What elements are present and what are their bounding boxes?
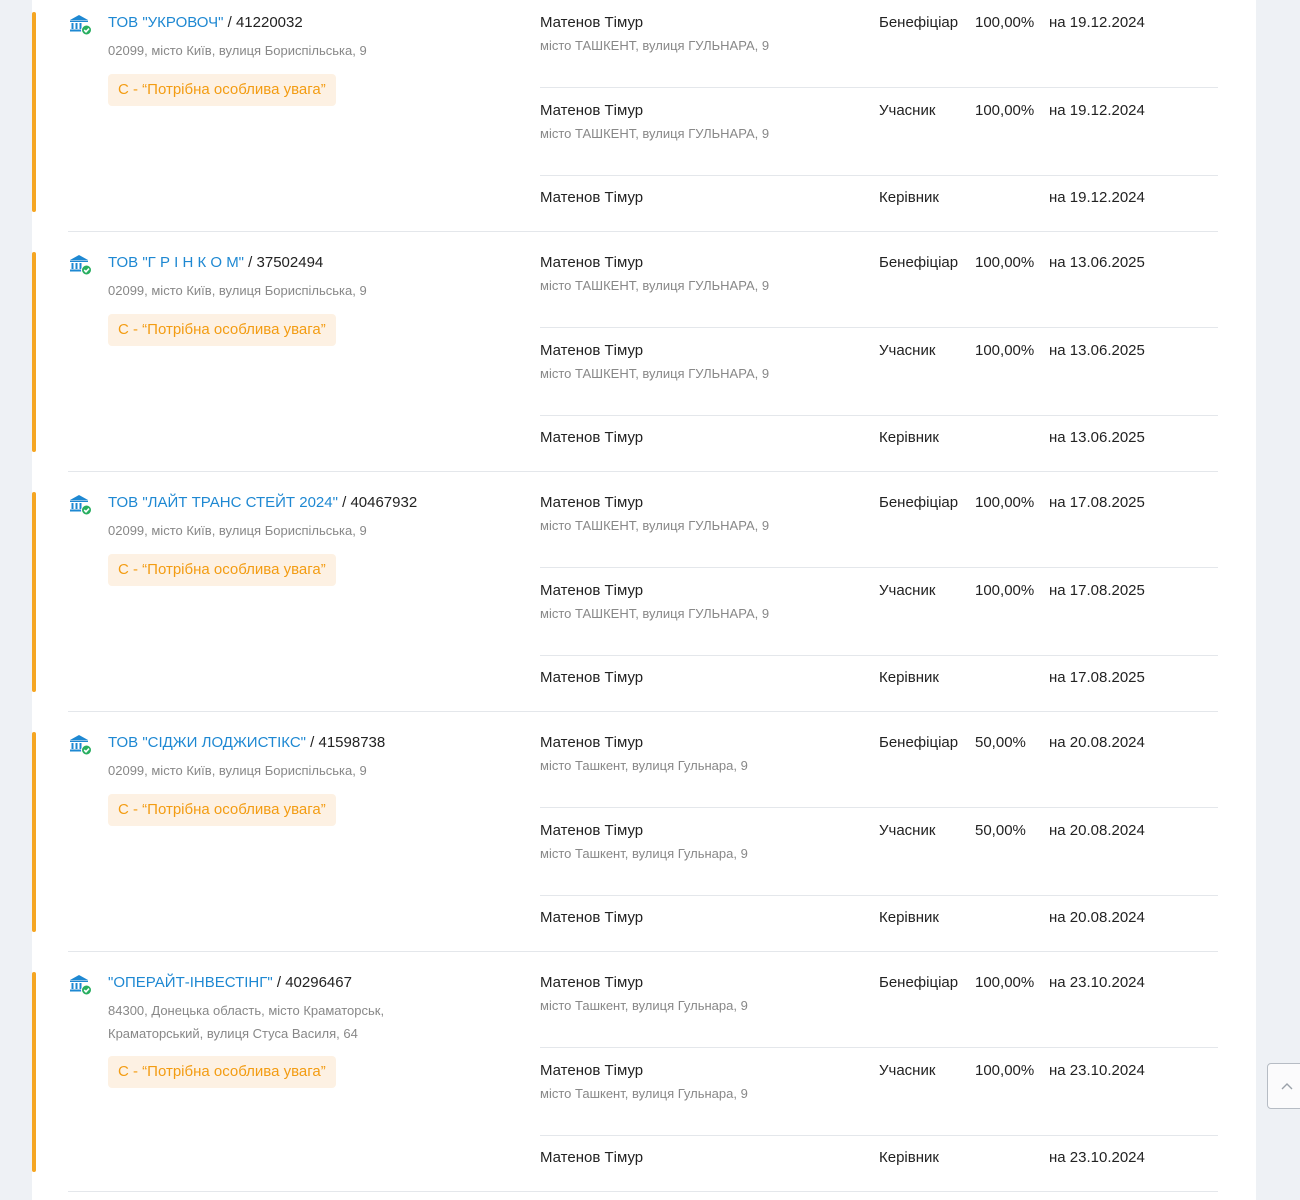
date-value: на 17.08.2025: [1049, 669, 1145, 686]
company-code: 41598738: [318, 734, 386, 751]
role-row: [540, 568, 1220, 656]
person-address: місто Ташкент, вулиця Гульнара, 9: [540, 846, 748, 861]
person-name: Матенов Тімур: [540, 102, 644, 119]
share-value: 100,00%: [975, 974, 1035, 991]
role-row: [540, 175, 1220, 231]
date-value: на 23.10.2024: [1049, 1149, 1145, 1166]
role-row: [540, 328, 1220, 416]
date-value: на 20.08.2024: [1049, 909, 1145, 926]
share-value: 100,00%: [975, 1062, 1035, 1079]
title-separator: /: [223, 14, 236, 31]
person-name: Матенов Тімур: [540, 734, 644, 751]
date-value: на 20.08.2024: [1049, 734, 1145, 751]
date-value: на 17.08.2025: [1049, 582, 1145, 599]
company-address: 02099, місто Київ, вулиця Бориспільська, 9: [108, 283, 367, 298]
role-label: Бенефіціар: [879, 734, 959, 751]
role-row: [540, 0, 1220, 88]
person-address: місто Ташкент, вулиця Гульнара, 9: [540, 1086, 748, 1101]
title-separator: /: [337, 494, 351, 511]
company-title: [108, 254, 323, 272]
company-code: 37502494: [256, 254, 324, 271]
role-label: Керівник: [879, 1149, 939, 1166]
date-value: на 19.12.2024: [1049, 189, 1145, 206]
company-title: [108, 734, 385, 752]
company-divider: [68, 951, 1218, 952]
risk-badge: С - “Потрібна особлива увага”: [108, 794, 336, 826]
share-value: 100,00%: [975, 342, 1035, 359]
scroll-to-top-button[interactable]: [1267, 1063, 1300, 1109]
person-address: місто ТАШКЕНТ, вулиця ГУЛЬНАРА, 9: [540, 278, 770, 293]
share-value: 100,00%: [975, 582, 1035, 599]
company-card: [32, 720, 1256, 960]
role-row: [540, 415, 1220, 471]
role-label: Учасник: [879, 342, 936, 359]
company-divider: [68, 1191, 1218, 1192]
role-label: Учасник: [879, 1062, 936, 1079]
company-card: [32, 480, 1256, 720]
role-label: Бенефіціар: [879, 254, 959, 271]
person-address: місто ТАШКЕНТ, вулиця ГУЛЬНАРА, 9: [540, 606, 770, 621]
role-row: [540, 1048, 1220, 1136]
bank-verified-icon: [68, 732, 92, 756]
role-label: Бенефіціар: [879, 974, 959, 991]
risk-accent-bar: [32, 12, 36, 212]
role-label: Учасник: [879, 102, 936, 119]
company-address: 02099, місто Київ, вулиця Бориспільська, 9: [108, 523, 367, 538]
date-value: на 19.12.2024: [1049, 102, 1145, 119]
company-card: [32, 240, 1256, 480]
person-name: Матенов Тімур: [540, 822, 644, 839]
company-divider: [68, 231, 1218, 232]
date-value: на 17.08.2025: [1049, 494, 1145, 511]
role-label: Керівник: [879, 909, 939, 926]
date-value: на 13.06.2025: [1049, 342, 1145, 359]
date-value: на 19.12.2024: [1049, 14, 1145, 31]
role-row: [540, 1135, 1220, 1191]
bank-verified-icon: [68, 12, 92, 36]
person-address: місто ТАШКЕНТ, вулиця ГУЛЬНАРА, 9: [540, 38, 770, 53]
person-name: Матенов Тімур: [540, 974, 644, 991]
person-name: Матенов Тімур: [540, 1149, 644, 1166]
company-name-link[interactable]: ТОВ "ЛАЙТ ТРАНС СТЕЙТ 2024": [108, 494, 338, 511]
risk-accent-bar: [32, 252, 36, 452]
bank-verified-icon: [68, 972, 92, 996]
role-row: [540, 88, 1220, 176]
person-name: Матенов Тімур: [540, 254, 644, 271]
role-row: [540, 808, 1220, 896]
share-value: 100,00%: [975, 494, 1035, 511]
company-code: 40467932: [350, 494, 418, 511]
person-address: місто ТАШКЕНТ, вулиця ГУЛЬНАРА, 9: [540, 126, 770, 141]
company-name-link[interactable]: ТОВ "УКРОВОЧ": [108, 14, 224, 31]
risk-accent-bar: [32, 972, 36, 1172]
role-label: Керівник: [879, 429, 939, 446]
company-title: [108, 494, 417, 512]
role-row: [540, 720, 1220, 808]
company-name-link[interactable]: ТОВ "СІДЖИ ЛОДЖИСТІКС": [108, 734, 306, 751]
date-value: на 23.10.2024: [1049, 1062, 1145, 1079]
person-name: Матенов Тімур: [540, 582, 644, 599]
person-name: Матенов Тімур: [540, 669, 644, 686]
title-separator: /: [244, 254, 257, 271]
company-card: [32, 0, 1256, 240]
company-divider: [68, 471, 1218, 472]
person-name: Матенов Тімур: [540, 189, 644, 206]
company-name-link[interactable]: ТОВ "Г Р І Н К О М": [108, 254, 245, 271]
person-name: Матенов Тімур: [540, 429, 644, 446]
role-row: [540, 960, 1220, 1048]
company-address: 84300, Донецька область, місто Краматорськ, Краматорський, вулиця Стуса Василя, 64: [108, 1003, 385, 1041]
person-name: Матенов Тімур: [540, 1062, 644, 1079]
role-label: Бенефіціар: [879, 494, 959, 511]
company-address: 02099, місто Київ, вулиця Бориспільська, 9: [108, 763, 367, 778]
company-code: 40296467: [285, 974, 352, 991]
company-title: [108, 974, 352, 992]
person-name: Матенов Тімур: [540, 14, 644, 31]
role-row: [540, 655, 1220, 711]
risk-badge: С - “Потрібна особлива увага”: [108, 314, 336, 346]
date-value: на 13.06.2025: [1049, 429, 1145, 446]
date-value: на 13.06.2025: [1049, 254, 1145, 271]
title-separator: /: [305, 734, 319, 751]
role-row: [540, 895, 1220, 951]
title-separator: /: [272, 974, 286, 991]
role-label: Учасник: [879, 822, 936, 839]
person-address: місто ТАШКЕНТ, вулиця ГУЛЬНАРА, 9: [540, 366, 770, 381]
date-value: на 20.08.2024: [1049, 822, 1145, 839]
role-label: Керівник: [879, 189, 939, 206]
company-name-link[interactable]: "ОПЕРАЙТ-ІНВЕСТІНГ": [108, 974, 273, 991]
date-value: на 23.10.2024: [1049, 974, 1145, 991]
person-name: Матенов Тімур: [540, 909, 644, 926]
role-row: [540, 240, 1220, 328]
risk-badge: С - “Потрібна особлива увага”: [108, 1056, 336, 1088]
company-code: 41220032: [235, 14, 303, 31]
share-value: 50,00%: [975, 822, 1026, 839]
risk-badge: С - “Потрібна особлива увага”: [108, 74, 336, 106]
chevron-up-icon: [1279, 1078, 1295, 1094]
risk-badge: С - “Потрібна особлива увага”: [108, 554, 336, 586]
company-title: [108, 14, 303, 32]
company-card: [32, 960, 1256, 1200]
bank-verified-icon: [68, 492, 92, 516]
share-value: 100,00%: [975, 254, 1035, 271]
risk-accent-bar: [32, 492, 36, 692]
share-value: 100,00%: [975, 102, 1035, 119]
person-name: Матенов Тімур: [540, 342, 644, 359]
company-divider: [68, 711, 1218, 712]
companies-list-panel: [32, 0, 1256, 1200]
person-address: місто Ташкент, вулиця Гульнара, 9: [540, 998, 748, 1013]
person-address: місто ТАШКЕНТ, вулиця ГУЛЬНАРА, 9: [540, 518, 770, 533]
role-label: Бенефіціар: [879, 14, 959, 31]
person-name: Матенов Тімур: [540, 494, 644, 511]
bank-verified-icon: [68, 252, 92, 276]
role-label: Учасник: [879, 582, 936, 599]
share-value: 100,00%: [975, 14, 1035, 31]
person-address: місто Ташкент, вулиця Гульнара, 9: [540, 758, 748, 773]
role-label: Керівник: [879, 669, 939, 686]
company-address: 02099, місто Київ, вулиця Бориспільська, 9: [108, 43, 367, 58]
share-value: 50,00%: [975, 734, 1026, 751]
risk-accent-bar: [32, 732, 36, 932]
role-row: [540, 480, 1220, 568]
